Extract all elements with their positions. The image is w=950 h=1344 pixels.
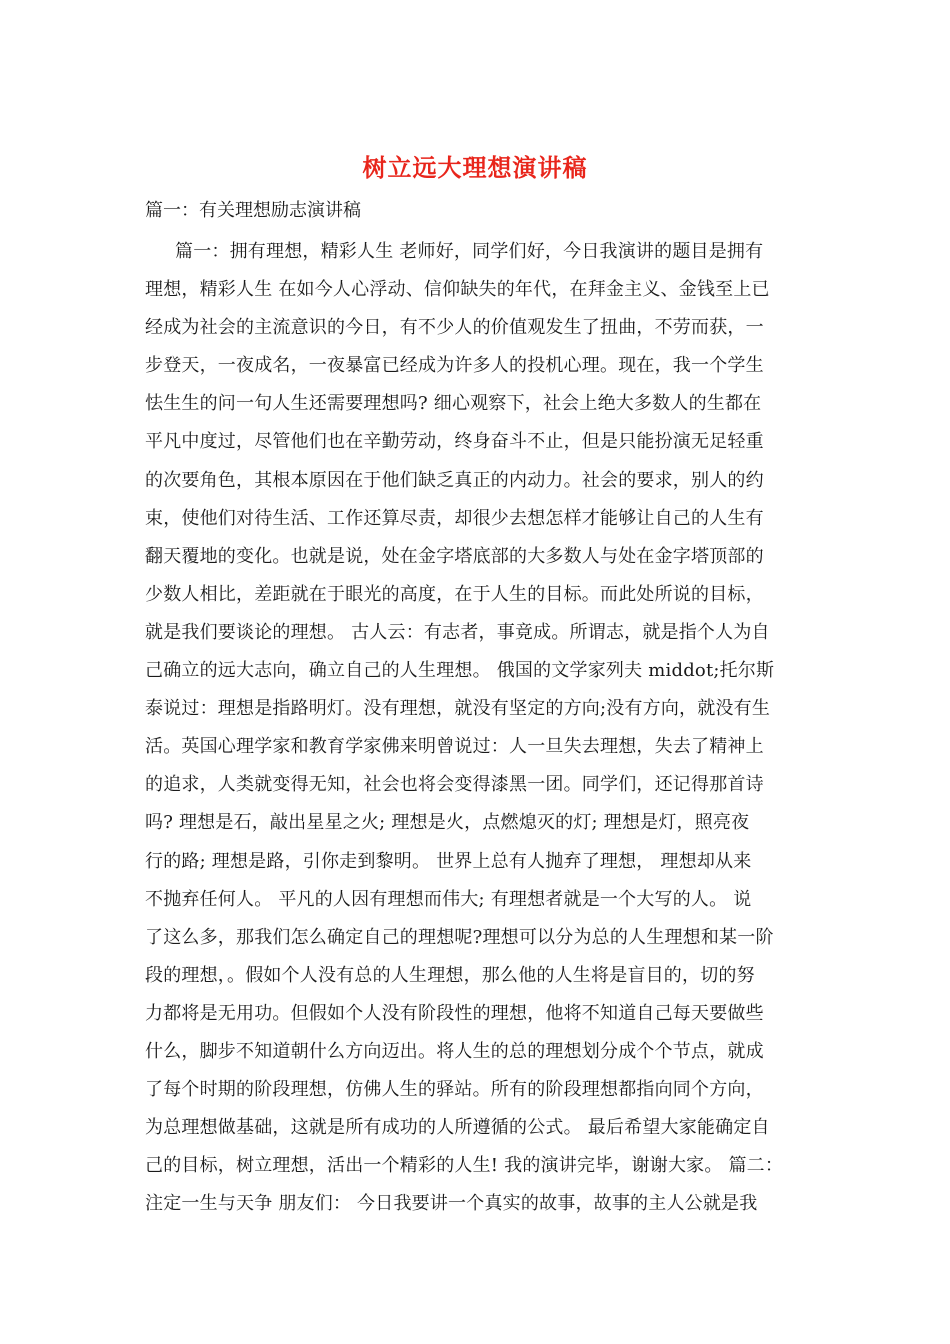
body-line: 平凡中度过，尽管他们也在辛勤劳动，终身奋斗不止，但是只能扮演无足轻重 <box>145 431 764 453</box>
body-text <box>145 233 825 1223</box>
body-line: 经成为社会的主流意识的今日，有不少人的价值观发生了扭曲，不劳而获，一 <box>145 317 764 339</box>
body-line: 段的理想，。假如个人没有总的人生理想，那么他的人生将是盲目的，切的努 <box>145 964 755 986</box>
body-line: 的追求，人类就变得无知，社会也将会变得漆黑一团。同学们，还记得那首诗 <box>145 774 764 796</box>
body-line: 不抛弃任何人。 平凡的人因有理想而伟大; 有理想者就是一个大写的人。 说 <box>145 888 752 910</box>
document-title: 树立远大理想演讲稿 <box>362 153 588 182</box>
body-line: 活。英国心理学家和教育学家佛来明曾说过：人一旦失去理想，失去了精神上 <box>145 736 764 758</box>
body-line: 为总理想做基础，这就是所有成功的人所遵循的公式。 最后希望大家能确定自 <box>145 1117 770 1139</box>
body-line: 少数人相比，差距就在于眼光的高度，在于人生的目标。而此处所说的目标， <box>145 583 764 605</box>
body-line: 什么，脚步不知道朝什么方向迈出。将人生的总的理想划分成个个节点，就成 <box>145 1040 764 1062</box>
body-line: 泰说过：理想是指路明灯。没有理想，就没有坚定的方向;没有方向，就没有生 <box>145 698 771 720</box>
body-line: 篇一：拥有理想，精彩人生 老师好，同学们好，今日我演讲的题目是拥有 <box>175 241 764 262</box>
body-line: 就是我们要谈论的理想。 古人云：有志者，事竟成。所谓志，就是指个人为自 <box>145 621 770 643</box>
body-line: 翻天覆地的变化。也就是说，处在金字塔底部的大多数人与处在金字塔顶部的 <box>145 545 764 567</box>
body-line: 力都将是无用功。但假如个人没有阶段性的理想，他将不知道自己每天要做些 <box>145 1002 764 1024</box>
body-line: 的次要角色，其根本原因在于他们缺乏真正的内动力。社会的要求，别人的约 <box>145 469 764 491</box>
body-line: 了每个时期的阶段理想，仿佛人生的驿站。所有的阶段理想都指向同个方向， <box>145 1079 764 1101</box>
body-line: 怯生生的问一句人生还需要理想吗? 细心观察下，社会上绝大多数人的生都在 <box>145 393 762 415</box>
body-line: 步登天，一夜成名，一夜暴富已经成为许多人的投机心理。现在，我一个学生 <box>145 355 764 377</box>
body-line: 注定一生与天争 朋友们： 今日我要讲一个真实的故事，故事的主人公就是我 <box>145 1193 758 1215</box>
section-heading: 篇一：有关理想励志演讲稿 <box>145 200 361 221</box>
body-line: 理想，精彩人生 在如今人心浮动、信仰缺失的年代，在拜金主义、金钱至上已 <box>145 279 770 301</box>
body-line: 己的目标，树立理想，活出一个精彩的人生! 我的演讲完毕，谢谢大家。 篇二： <box>145 1155 784 1177</box>
body-line: 吗? 理想是石，敲出星星之火; 理想是火，点燃熄灭的灯; 理想是灯，照亮夜 <box>145 812 750 834</box>
body-line: 己确立的远大志向，确立自己的人生理想。 俄国的文学家列夫 middot;托尔斯 <box>145 660 775 682</box>
body-line: 行的路; 理想是路，引你走到黎明。 世界上总有人抛弃了理想， 理想却从来 <box>145 850 752 872</box>
body-line: 束，使他们对待生活、工作还算尽责，却很少去想怎样才能够让自己的人生有 <box>145 507 764 529</box>
body-line: 了这么多，那我们怎么确定自己的理想呢?理想可以分为总的人生理想和某一阶 <box>145 926 774 948</box>
